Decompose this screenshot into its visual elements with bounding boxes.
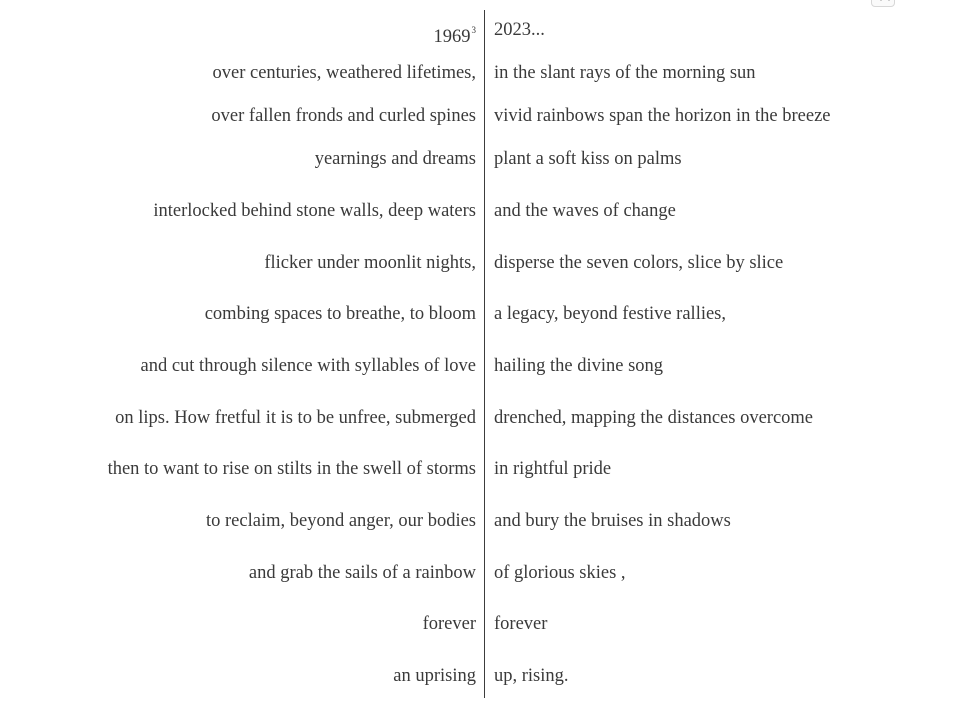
left-line: then to want to rise on stilts in the swell of storms <box>107 459 476 479</box>
right-line: and bury the bruises in shadows <box>494 511 731 531</box>
left-line: over centuries, weathered lifetimes, <box>212 63 476 83</box>
footnote-marker: 3 <box>471 25 476 35</box>
left-column-title <box>434 17 477 50</box>
left-line: on lips. How fretful it is to be unfree, submerged <box>115 408 476 428</box>
left-line: combing spaces to breathe, to bloom <box>204 304 476 324</box>
poem-row <box>0 456 967 482</box>
left-title-text: 1969 <box>433 27 471 47</box>
poem-row <box>0 611 967 637</box>
left-line: an uprising <box>393 666 476 686</box>
left-line: flicker under moonlit nights, <box>264 253 476 273</box>
right-line: hailing the divine song <box>494 356 664 376</box>
left-line: forever <box>422 614 476 634</box>
right-line: up, rising. <box>494 666 569 686</box>
left-line: interlocked behind stone walls, deep waters <box>153 201 476 221</box>
left-line: and cut through silence with syllables of love <box>140 356 476 376</box>
right-line: disperse the seven colors, slice by slice <box>494 253 784 273</box>
left-line: to reclaim, beyond anger, our bodies <box>206 511 476 531</box>
right-line: drenched, mapping the distances overcome <box>494 408 814 428</box>
poem-row <box>0 301 967 327</box>
right-line: of glorious skies , <box>494 563 626 583</box>
poem-row <box>0 250 967 276</box>
poem-row <box>0 103 967 129</box>
poem-row <box>0 560 967 586</box>
poem-row <box>0 60 967 86</box>
poem-row <box>0 663 967 689</box>
right-line: in the slant rays of the morning sun <box>494 63 756 83</box>
poem-row <box>0 146 967 172</box>
poem-row <box>0 353 967 379</box>
left-line: over fallen fronds and curled spines <box>211 106 476 126</box>
right-line: forever <box>494 614 548 634</box>
right-line: vivid rainbows span the horizon in the breeze <box>494 106 831 126</box>
right-line: a legacy, beyond festive rallies, <box>494 304 727 324</box>
poem-title-row <box>0 17 967 47</box>
right-line: plant a soft kiss on palms <box>494 149 682 169</box>
left-line: and grab the sails of a rainbow <box>248 563 476 583</box>
poem-row <box>0 508 967 534</box>
right-line: in rightful pride <box>494 459 612 479</box>
poem-row <box>0 405 967 431</box>
right-column-title: 2023... <box>494 20 545 40</box>
right-line: and the waves of change <box>494 201 676 221</box>
poem-row <box>0 198 967 224</box>
left-line: yearnings and dreams <box>314 149 476 169</box>
